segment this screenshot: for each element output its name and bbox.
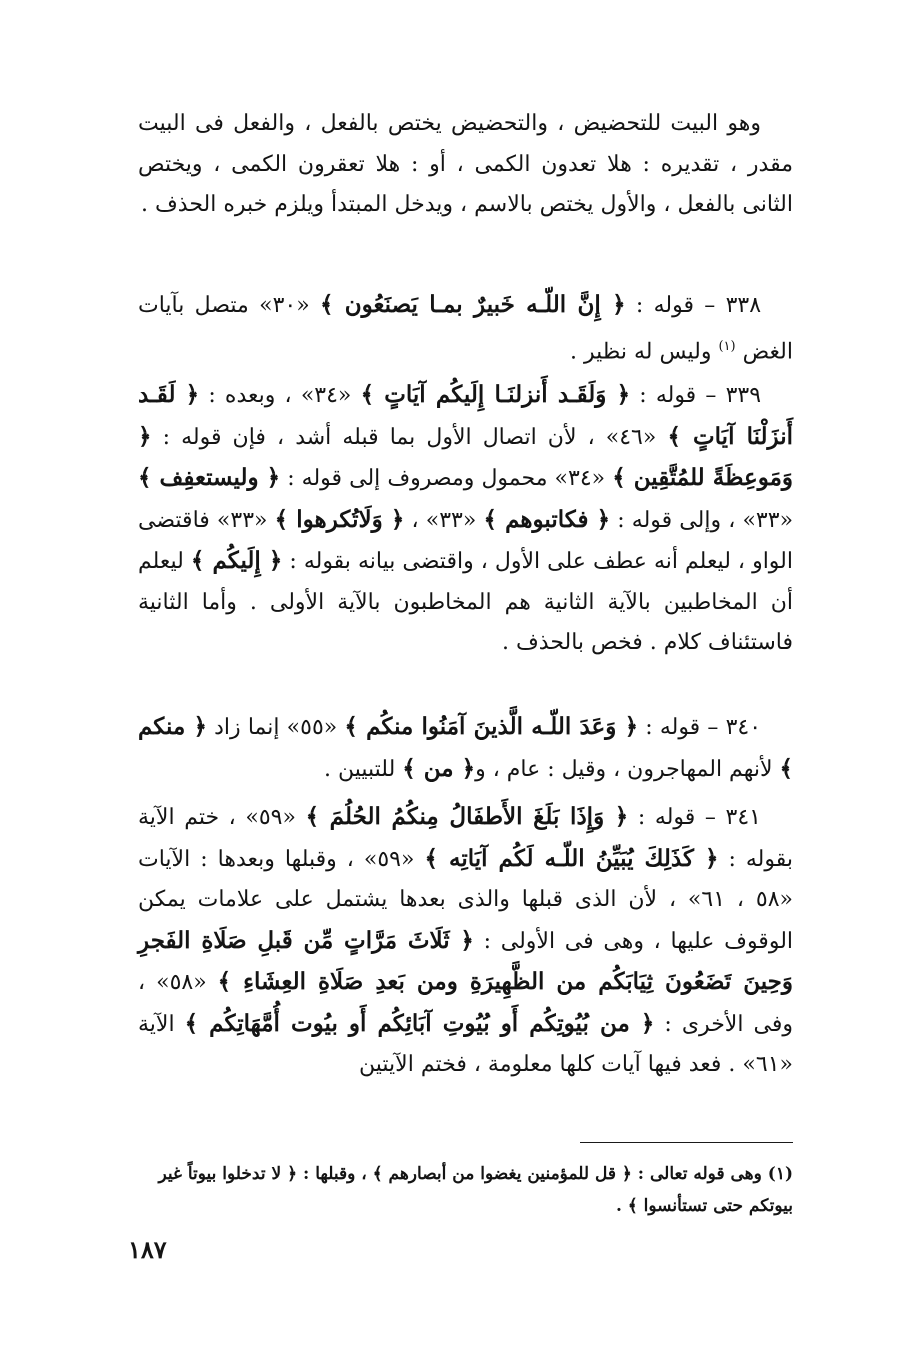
section-338-number-text: ٣٣٨ – قوله : <box>625 293 762 318</box>
section-339 <box>138 375 793 664</box>
section-340-text: «٥٥» إنما زاد <box>206 715 345 740</box>
page-number: ١٨٧ <box>128 1235 167 1264</box>
section-341-text: الآية «٦١» . فعد فيها آيات كلها معلومة ، فختم الآيتين <box>138 1011 793 1077</box>
section-340 <box>138 707 793 790</box>
quran-quote: ﴿ لَقَـد أَنزَلْنَا آيَاتٍ ﴾ <box>138 381 794 450</box>
section-339-text: «٤٦» ، لأن اتصال الأول بما قبله أشد ، فإن قوله : <box>151 424 668 450</box>
section-339-text: «٣٤» محمول ومصروف إلى قوله : <box>280 466 613 491</box>
footnote-divider <box>580 1142 793 1143</box>
section-339-text: «٣٣» ، وإلى قوله : <box>610 507 794 533</box>
section-341-text: «٥٩» ، وقبلها وبعدها : الآيات «٥٨ ، ٦١» ، لأن الذى قبلها والذى بعدها يشتمل على علامات يمكن الوقوف عليها ، وهى فى الأولى : <box>138 846 794 954</box>
quran-quote: ﴿ إِنَّ اللّـه خَبيرٌ بمـا يَصنَعُون ﴾ <box>320 291 626 318</box>
quran-quote: ﴿ فكاتبوهم ﴾ <box>483 505 611 533</box>
section-339-text: «٣٤» ، وبعده : <box>199 383 361 408</box>
section-338 <box>138 285 793 372</box>
section-340-number-text: ٣٤٠ – قوله : <box>638 715 762 740</box>
footnote-text: (١) وهى قوله تعالى : <box>631 1164 793 1184</box>
section-338-text-end: وليس له نظير . <box>570 338 719 364</box>
footnote-text: . <box>615 1196 628 1216</box>
intro-text: وهو البيت للتحضيض ، والتحضيض يختص بالفعل ، والفعل فى البيت مقدر ، تقديره : هلا تعدون الكمى ، أو : هلا تعقرون الكمى ، ويختص الثانى بالفعل ، والأول يختص بالاسم ، ويدخل المبتدأ ويلزم خبره الحذف . <box>138 111 793 217</box>
section-339-text: «٣٣» فاقتضى الواو ، ليعلم أنه عطف على الأول ، واقتضى بيانه بقوله : <box>138 507 793 574</box>
intro-paragraph <box>138 104 793 226</box>
section-339-text: ليعلم أن المخاطبين بالآية الثانية هم المخاطبون بالآية الأولى . وأما الثانية فاستئناف كلام . فخص بالحذف . <box>138 549 793 655</box>
quran-quote: ﴿ من بُيُوتِكُم أَو بُيُوتِ آبَائِكُم أَو بيُوت أُمَّهَاتِكُم ﴾ <box>184 1009 655 1037</box>
quran-quote: ﴿ وليستعفِف ﴾ <box>138 464 281 491</box>
section-339-number-text: ٣٣٩ – قوله : <box>630 383 762 408</box>
quran-quote: ﴿ إِلَيكُم ﴾ <box>190 547 283 574</box>
footnote-quote: ﴿ قل للمؤمنين يغضوا من أبصارهم ﴾ <box>372 1164 632 1184</box>
section-338-text: «٣٠» متصل بآيات الغض <box>138 293 793 364</box>
quran-quote: ﴿ وَمَوعِظَةً للمُتَّقِين ﴾ <box>138 422 793 491</box>
quran-quote: ﴿ وَعَدَ اللّـه الَّذينَ آمَنُوا منكُم ﴾ <box>344 713 639 740</box>
section-341-number-text: ٣٤١ – قوله : <box>628 805 761 830</box>
quran-quote: ﴿ كَذَلِكَ يُبَيِّنُ اللّـه لَكُم آيَاتِه ﴾ <box>424 844 719 872</box>
footnote-marker: (١) <box>718 338 736 354</box>
quran-quote: ﴿ وَلَقَـد أَنزلنَـا إِلَيكُم آيَاتٍ ﴾ <box>360 381 631 408</box>
quran-quote: ﴿ وَإِذَا بَلَغَ الأَطفَالُ مِنكُمُ الحُلُمَ ﴾ <box>305 803 629 830</box>
section-341-text: «٥٨» ، وفى الأخرى : <box>138 970 793 1037</box>
footnote-quote: ﴿ لا تدخلوا بيوتاً غير بيوتكم حتى تستأنسوا ﴾ <box>158 1164 793 1216</box>
footnote-text: ، وقبلها : <box>297 1164 373 1184</box>
footnote <box>138 1158 793 1222</box>
section-340-text: لأنهم المهاجرون ، وقيل : عام ، و <box>475 756 780 782</box>
section-340-text: للتبيين . <box>324 756 403 782</box>
quran-quote: ﴿ ثَلَاثَ مَرَّاتٍ مِّن قَبلِ صَلَاةِ الفَجرِ وَحِينَ تَضَعُونَ ثِيَابَكُم من الظَّهِيرَةِ ومن بَعدِ صَلَاةِ العِشَاءِ ﴾ <box>138 926 794 995</box>
quran-quote: ﴿ منكم ﴾ <box>138 713 793 782</box>
section-341-text: «٥٩» ، ختم الآية بقوله : <box>138 805 793 872</box>
section-341 <box>138 797 793 1086</box>
quran-quote: ﴿ وَلَاتُكرهوا ﴾ <box>274 505 405 533</box>
section-339-text: «٣٣» ، <box>404 507 484 533</box>
quran-quote: ﴿ من ﴾ <box>402 754 476 782</box>
